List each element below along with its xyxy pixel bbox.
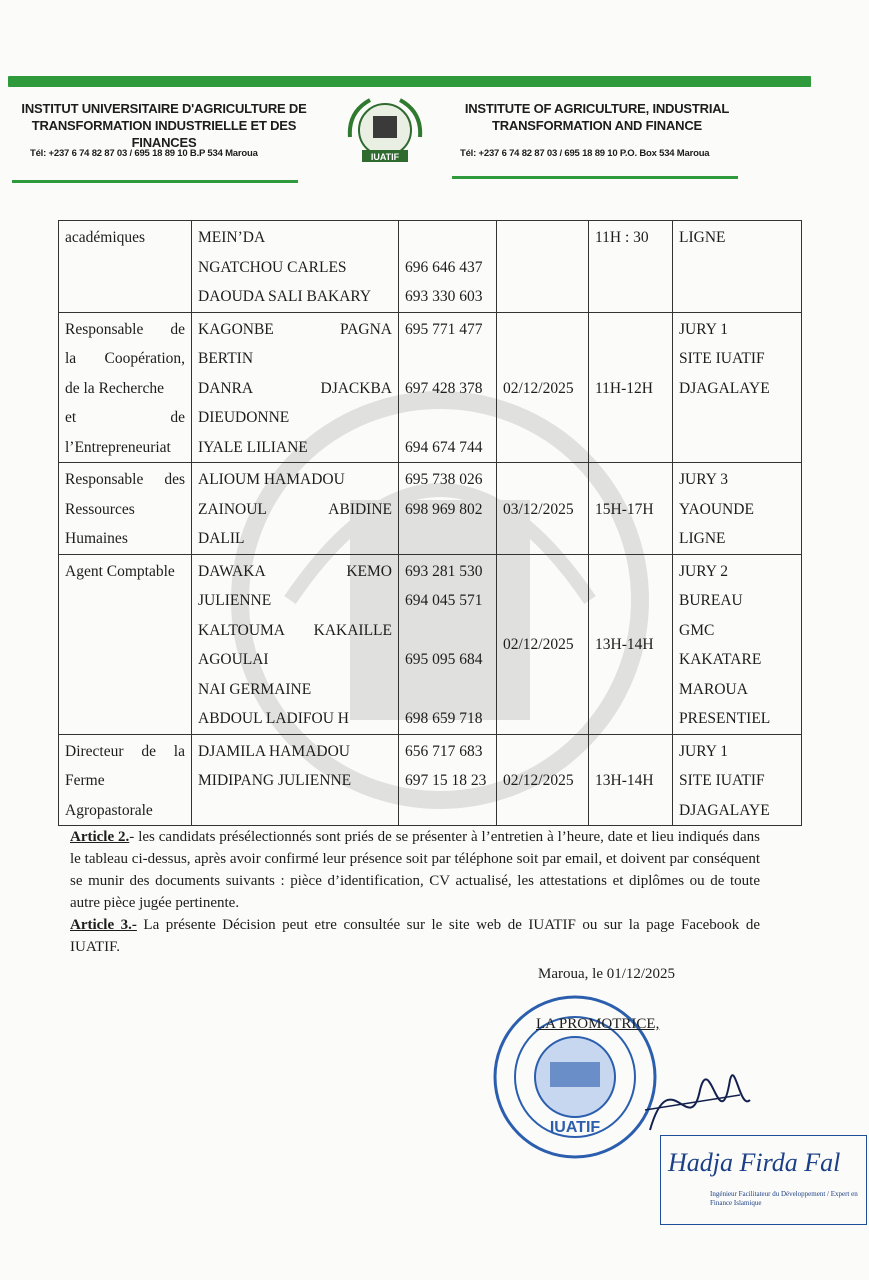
- cell-lieu: [673, 734, 802, 826]
- interview-location: GMC: [679, 621, 715, 639]
- header-institution-en: [450, 100, 744, 134]
- interview-time: 11H-12H: [595, 379, 653, 397]
- place-date: Maroua, le 01/12/2025: [538, 966, 676, 982]
- interview-time: 15H-17H: [595, 500, 654, 518]
- cell-poste: [59, 734, 192, 826]
- poste-line: [65, 465, 185, 495]
- cell-poste: [59, 221, 192, 313]
- poste-line-word: de: [170, 409, 185, 426]
- phone-number: 696 646 437: [405, 258, 483, 276]
- poste-line: [65, 403, 185, 433]
- candidate-name: [198, 766, 392, 796]
- poste-line-word: Ressources: [65, 500, 135, 518]
- phone-number: 697 428 378: [405, 379, 483, 397]
- poste-line-word: la: [65, 350, 77, 367]
- cell-noms: [192, 554, 399, 734]
- interview-location: JURY 1: [679, 320, 728, 338]
- phone-number: 695 738 026: [405, 471, 483, 488]
- header-top-bar: [8, 76, 811, 87]
- phone-number: [405, 675, 490, 705]
- candidate-name-word: KEMO: [346, 562, 392, 580]
- poste-line-word: Agropastorale: [65, 801, 153, 819]
- stamp-text: IUATIF: [549, 1119, 601, 1136]
- cell-noms: [192, 463, 399, 555]
- candidate-name-word: DIEUDONNE: [198, 409, 290, 426]
- cell-poste: [59, 554, 192, 734]
- interview-location: JURY 2: [679, 562, 728, 580]
- phone-number: 656 717 683: [405, 742, 483, 760]
- phone-number: [405, 524, 490, 554]
- table-row: [59, 734, 802, 826]
- cell-date: [497, 312, 589, 463]
- cell-lieu: [673, 221, 802, 313]
- phone-number: 695 095 684: [405, 651, 483, 668]
- poste-line-word: de: [170, 320, 185, 338]
- interview-time: 13H-14H: [595, 772, 654, 789]
- poste-line: [65, 223, 185, 253]
- candidate-name: [198, 737, 392, 767]
- poste-line-word: et: [65, 409, 77, 426]
- logo-text: IUATIF: [370, 152, 400, 162]
- phone-number: 694 045 571: [405, 592, 483, 609]
- article-2: [70, 826, 760, 914]
- header-en-line2: TRANSFORMATION AND FINANCE: [491, 118, 702, 133]
- candidate-name-word: AGOULAI: [198, 651, 269, 668]
- cell-lieu: [673, 463, 802, 555]
- header-right-underline: [452, 176, 738, 179]
- candidate-name: [198, 282, 392, 312]
- article-2-text: - les candidats présélectionnés sont priés de se présenter à l’entretien à l’heure, date et lieu indiqués dans le tableau ci-dessus, après avoir confirmé leur présence soit par téléphone soit par email, et doivent par conséquent se munir des documents suivants : pièce d’identification, CV actualisé, les attestations et diplômes ou de toute autre pièce jugée pertinente.: [70, 829, 760, 911]
- poste-line: [65, 495, 185, 525]
- interview-location: DJAGALAYE: [679, 801, 770, 819]
- phone-number: [405, 223, 490, 253]
- poste-line-word: des: [164, 471, 185, 488]
- header-fr-line2: TRANSFORMATION INDUSTRIELLE ET DES FINANCES: [31, 118, 297, 150]
- poste-line-word: l’Entrepreneuriat: [65, 438, 171, 456]
- candidate-name-word: NGATCHOU CARLES: [198, 258, 347, 276]
- poste-line-word: Responsable: [65, 320, 144, 338]
- phone-number: 693 281 530: [405, 562, 483, 580]
- poste-line-word: Humaines: [65, 530, 128, 547]
- interview-location: SITE IUATIF: [679, 350, 765, 367]
- phone-number: 695 771 477: [405, 320, 483, 338]
- poste-line: [65, 433, 185, 463]
- institution-logo: [340, 92, 430, 172]
- interview-location: KAKATARE: [679, 651, 762, 668]
- candidate-name: [198, 465, 392, 495]
- candidate-name: [198, 675, 392, 705]
- phone-number: 693 330 603: [405, 288, 483, 305]
- candidate-name-word: ABDOUL LADIFOU H: [198, 710, 349, 727]
- cell-lieu: [673, 312, 802, 463]
- cell-poste: [59, 312, 192, 463]
- table-row: [59, 221, 802, 313]
- candidate-name-word: DJAMILA HAMADOU: [198, 742, 350, 760]
- poste-line: [65, 374, 185, 404]
- candidate-name-word: NAI GERMAINE: [198, 680, 312, 698]
- interview-location: LIGNE: [679, 530, 726, 547]
- candidate-name: [198, 616, 392, 646]
- candidate-name: [198, 223, 392, 253]
- candidate-name: [198, 586, 392, 616]
- candidate-name-word: KAGONBE: [198, 320, 274, 338]
- article-3-text: La présente Décision peut etre consultée sur le site web de IUATIF ou sur la page Facebook de IUATIF.: [70, 917, 760, 955]
- candidate-name: [198, 704, 392, 734]
- signature-name: Hadja Firda Fal: [668, 1148, 841, 1177]
- table-row: [59, 554, 802, 734]
- cell-tels: [399, 312, 497, 463]
- cell-noms: [192, 312, 399, 463]
- candidate-name-word: ALIOUM HAMADOU: [198, 471, 345, 488]
- header-fr-line1: INSTITUT UNIVERSITAIRE D'AGRICULTURE DE: [21, 101, 307, 116]
- poste-line-word: Responsable: [65, 471, 144, 488]
- cell-date: [497, 554, 589, 734]
- interview-date: 03/12/2025: [503, 500, 574, 518]
- poste-line: [65, 524, 185, 554]
- candidate-name: [198, 557, 392, 587]
- cell-heure: [589, 312, 673, 463]
- cell-tels: [399, 554, 497, 734]
- interview-time: 13H-14H: [595, 636, 654, 654]
- candidate-name: [198, 253, 392, 283]
- candidate-name-word: IYALE LILIANE: [198, 438, 308, 456]
- interview-date: 02/12/2025: [503, 379, 574, 397]
- cell-heure: [589, 221, 673, 313]
- candidate-name: [198, 374, 392, 404]
- phone-number: 694 674 744: [405, 438, 483, 456]
- candidate-name-word: DAOUDA SALI BAKARY: [198, 288, 372, 305]
- candidate-name-word: MIDIPANG JULIENNE: [198, 772, 352, 789]
- poste-line: [65, 737, 185, 767]
- table-row: [59, 463, 802, 555]
- poste-line-word: Coopération,: [104, 350, 185, 367]
- interview-date: 02/12/2025: [503, 636, 574, 654]
- cell-date: [497, 463, 589, 555]
- interview-location: DJAGALAYE: [679, 379, 770, 397]
- phone-number: 698 659 718: [405, 710, 483, 727]
- cell-tels: [399, 221, 497, 313]
- interview-location: LIGNE: [679, 229, 726, 246]
- candidate-name: [198, 495, 392, 525]
- interview-time: 11H : 30: [595, 229, 649, 246]
- cell-tels: [399, 463, 497, 555]
- candidate-name: [198, 645, 392, 675]
- poste-line-word: académiques: [65, 229, 146, 246]
- candidate-name: [198, 315, 392, 345]
- header-en-line1: INSTITUTE OF AGRICULTURE, INDUSTRIAL: [464, 101, 730, 116]
- candidate-name-word: MEIN’DA: [198, 229, 266, 246]
- header-left-underline: [12, 180, 298, 183]
- phone-number: [405, 403, 490, 433]
- article-2-title: Article 2.: [70, 829, 130, 845]
- phone-number: 697 15 18 23: [405, 772, 487, 789]
- interview-location: PRESENTIEL: [679, 710, 771, 727]
- candidate-name: [198, 344, 392, 374]
- poste-line-word: de la Recherche: [65, 379, 164, 397]
- candidate-name-word: DAWAKA: [198, 562, 266, 580]
- candidate-name-word: ABIDINE: [328, 500, 392, 518]
- cell-tels: [399, 734, 497, 826]
- candidate-name-word: KAKAILLE: [313, 621, 392, 639]
- header-tel-en: Tél: +237 6 74 82 87 03 / 695 18 89 10 P.O. Box 534 Maroua: [460, 148, 710, 159]
- candidate-name-word: ZAINOUL: [198, 500, 267, 518]
- interview-location: MAROUA: [679, 680, 748, 698]
- cell-poste: [59, 463, 192, 555]
- cell-heure: [589, 463, 673, 555]
- poste-line-word: Agent Comptable: [65, 562, 175, 580]
- poste-line: [65, 344, 185, 374]
- candidate-name: [198, 403, 392, 433]
- candidate-name-word: JULIENNE: [198, 592, 272, 609]
- poste-line: [65, 796, 185, 826]
- header-tel-fr: Tél: +237 6 74 82 87 03 / 695 18 89 10 B.P 534 Maroua: [30, 148, 258, 159]
- interview-location: JURY 3: [679, 471, 728, 488]
- poste-line: [65, 315, 185, 345]
- cell-date: [497, 734, 589, 826]
- signature-subtitle: Ingénieur Facilitateur du Développement / Expert en Finance Islamique: [710, 1190, 858, 1207]
- candidate-name: [198, 433, 392, 463]
- candidate-name-word: KALTOUMA: [198, 621, 285, 639]
- poste-line-word: la: [173, 742, 185, 760]
- poste-line-word: Ferme: [65, 772, 105, 789]
- phone-number: [405, 344, 490, 374]
- signatory-title: LA PROMOTRICE,: [536, 1016, 660, 1032]
- cell-heure: [589, 554, 673, 734]
- cell-noms: [192, 734, 399, 826]
- interview-location: BUREAU: [679, 592, 743, 609]
- interview-date: 02/12/2025: [503, 772, 574, 789]
- phone-number: [405, 616, 490, 646]
- header-institution-fr: [14, 100, 314, 151]
- candidate-name-word: PAGNA: [340, 320, 392, 338]
- cell-lieu: [673, 554, 802, 734]
- candidate-name-word: DJACKBA: [320, 379, 392, 397]
- candidate-name-word: DALIL: [198, 530, 245, 547]
- article-3: [70, 914, 760, 958]
- poste-line-word: de: [141, 742, 156, 760]
- interview-date: [497, 251, 588, 283]
- candidate-name-word: DANRA: [198, 379, 254, 397]
- interview-location: SITE IUATIF: [679, 772, 765, 789]
- interview-location: YAOUNDE: [679, 500, 754, 518]
- cell-heure: [589, 734, 673, 826]
- poste-line: [65, 766, 185, 796]
- interview-schedule-table: [58, 220, 802, 826]
- cell-noms: [192, 221, 399, 313]
- phone-number: 698 969 802: [405, 500, 483, 518]
- poste-line: [65, 557, 185, 587]
- candidate-name: [198, 524, 392, 554]
- cell-date: [497, 221, 589, 313]
- interview-location: JURY 1: [679, 742, 728, 760]
- table-row: [59, 312, 802, 463]
- candidate-name-word: BERTIN: [198, 350, 254, 367]
- poste-line-word: Directeur: [65, 742, 124, 760]
- article-3-title: Article 3.-: [70, 917, 137, 933]
